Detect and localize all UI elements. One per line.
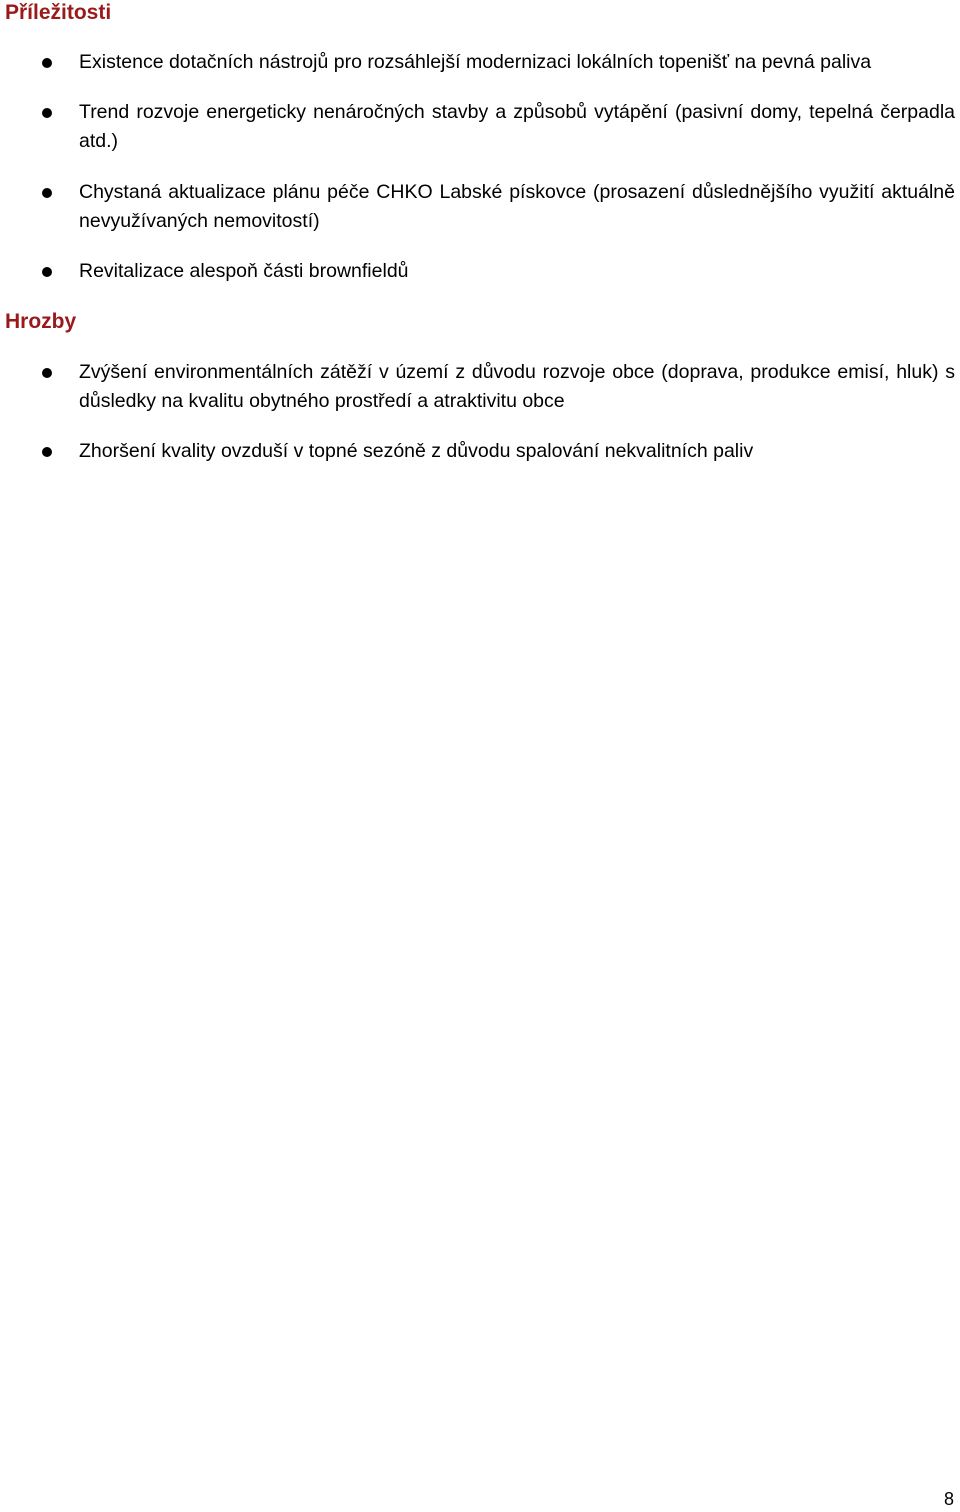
list-item-text: Zhoršení kvality ovzduší v topné sezóně z důvodu spalování nekvalitních paliv xyxy=(79,440,754,462)
bullet-icon xyxy=(42,58,52,68)
list-item-text: Revitalizace alespoň části brownfieldů xyxy=(79,260,409,282)
bullet-icon xyxy=(42,108,52,118)
page-number: 8 xyxy=(944,1489,955,1509)
bullet-icon xyxy=(42,188,52,198)
bullet-icon xyxy=(42,267,52,277)
list-item-text: Chystaná aktualizace plánu péče CHKO Labské pískovce (prosazení důslednějšího využití aktuálně nevyužívaných nemovitostí) xyxy=(79,181,955,232)
opportunities-heading: Příležitosti xyxy=(5,1,112,24)
list-item-text: Trend rozvoje energeticky nenáročných stavby a způsobů vytápění (pasivní domy, tepelná čerpadla atd.) xyxy=(79,101,955,152)
bullet-icon xyxy=(42,447,52,457)
list-item-text: Existence dotačních nástrojů pro rozsáhlejší modernizaci lokálních topenišť na pevná paliva xyxy=(79,51,872,73)
threats-heading: Hrozby xyxy=(5,310,77,333)
list-item-text: Zvýšení environmentálních zátěží v území z důvodu rozvoje obce (doprava, produkce emisí, hluk) s důsledky na kvalitu obytného prostředí a atraktivitu obce xyxy=(79,361,955,412)
bullet-icon xyxy=(42,368,52,378)
